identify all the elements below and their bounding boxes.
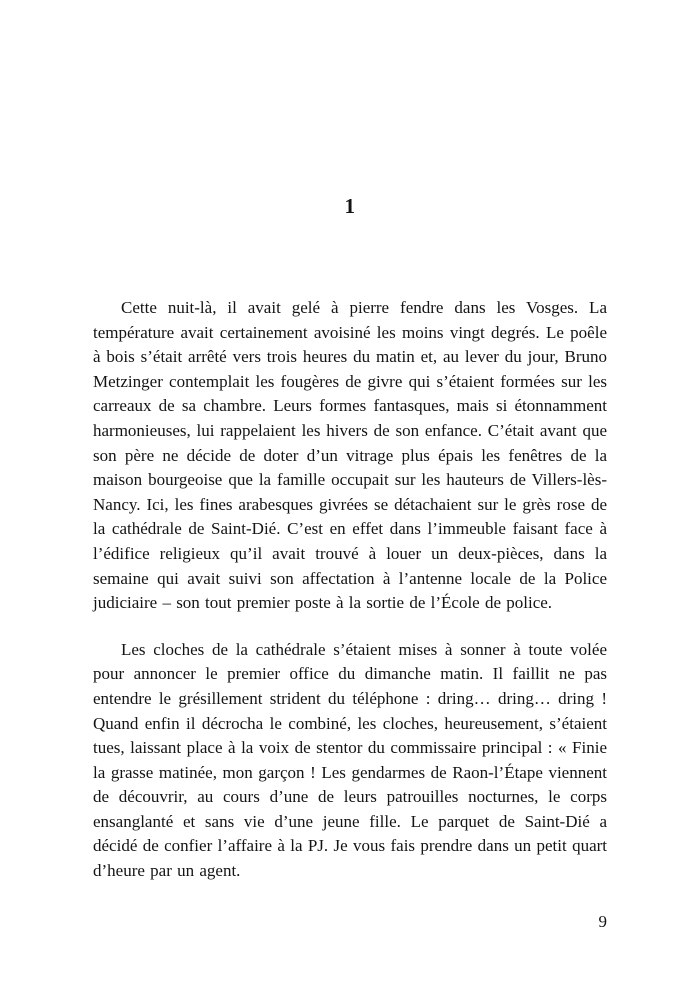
paragraph-2: Les cloches de la cathédrale s’étaient mises à sonner à toute volée pour annoncer le premier office du dimanche matin. Il faillit ne pas entendre le grésillement strident du téléphone : dring… dring… dring ! Quand enfin il décrocha le combiné, les cloches, heureusement, s’étaient tues, laissant place à la voix de stentor du commissaire principal : « Finie la grasse matinée, mon garçon ! Les gendarmes de Raon-l’Étape viennent de découvrir, au cours d’une de leurs patrouilles nocturnes, le corps ensanglanté et sans vie d’une jeune fille. Le parquet de Saint-Dié a décidé de confier l’affaire à la PJ. Je vous fais prendre dans un petit quart d’heure par un agent. bbox=[93, 639, 607, 881]
page-number: 9 bbox=[598, 912, 607, 931]
chapter-number: 1 bbox=[344, 194, 356, 218]
body-text bbox=[93, 296, 607, 884]
paragraph-1: Cette nuit-là, il avait gelé à pierre fendre dans les Vosges. La température avait certainement avoisiné les moins vingt degrés. Le poêle à bois s’était arrêté vers trois heures du matin et, au lever du jour, Bruno Metzinger contemplait les fougères de givre qui s’étaient formées sur les carreaux de sa chambre. Leurs formes fantasques, mais si étonnamment harmonieuses, lui rappelaient les hivers de son enfance. C’était avant que son père ne décide de doter d’un vitrage plus épais les fenêtres de la maison bourgeoise que la famille occupait sur les hauteurs de Villers-lès-Nancy. Ici, les fines arabesques givrées se détachaient sur le grès rose de la cathédrale de Saint-Dié. C’est en effet dans l’immeuble faisant face à l’édifice religieux qu’il avait trouvé à louer un deux-pièces, dans la semaine qui avait suivi son affectation à l’antenne locale de la Police judiciaire – son tout premier poste à la sortie de l’École de police. bbox=[93, 298, 607, 613]
